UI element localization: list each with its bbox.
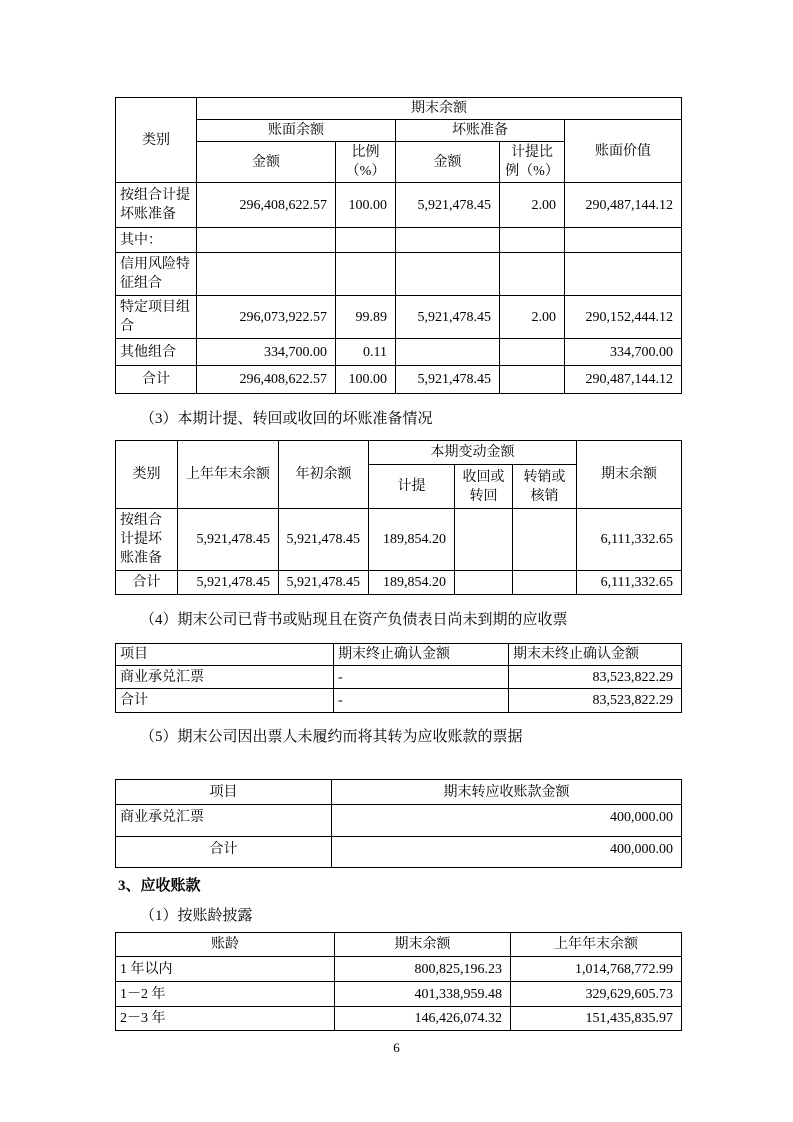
endorsed-notes-table bbox=[115, 643, 682, 713]
cell-provision bbox=[396, 228, 500, 253]
table-row bbox=[116, 296, 682, 339]
col-header-aging: 账龄 bbox=[116, 933, 335, 957]
section-accounts-receivable-heading: 3、应收账款 bbox=[118, 878, 201, 894]
cell-provision-ratio bbox=[500, 366, 565, 394]
table-header-row bbox=[116, 98, 682, 120]
cell-provision bbox=[396, 339, 500, 366]
table-header-row bbox=[116, 120, 682, 142]
cell-recovered bbox=[455, 509, 513, 571]
col-header-prev-year-end: 上年年末余额 bbox=[511, 933, 682, 957]
table-header-row bbox=[116, 644, 682, 666]
cell-ratio bbox=[336, 228, 396, 253]
col-header-ending-balance: 期末余额 bbox=[197, 98, 682, 120]
aging-disclosure-heading: （1）按账龄披露 bbox=[140, 908, 253, 924]
provision-ratio-line-1: 计提比 bbox=[511, 145, 553, 160]
cell-provision bbox=[396, 253, 500, 296]
col-header-prev-year-end: 上年年末余额 bbox=[178, 441, 279, 509]
page-content bbox=[115, 97, 681, 1031]
table-header-row bbox=[116, 933, 682, 957]
receivable-aging-table bbox=[115, 932, 682, 1031]
cell-provision-ratio: 2.00 bbox=[500, 183, 565, 228]
col-header-recovered bbox=[455, 465, 513, 509]
table-total-row bbox=[116, 571, 682, 595]
cell-transfer-amount: 400,000.00 bbox=[332, 837, 682, 868]
cell-ending-balance: 401,338,959.48 bbox=[335, 982, 511, 1007]
cell-recovered bbox=[455, 571, 513, 595]
cell-book-value bbox=[565, 253, 682, 296]
cell-aging: 1－2 年 bbox=[116, 982, 335, 1007]
col-header-current-change: 本期变动金额 bbox=[369, 441, 577, 465]
cell-prev-year-end: 329,629,605.73 bbox=[511, 982, 682, 1007]
cell-ratio: 100.00 bbox=[336, 183, 396, 228]
cell-book-value: 290,152,444.12 bbox=[565, 296, 682, 339]
table-row bbox=[116, 509, 682, 571]
table-row bbox=[116, 253, 682, 296]
cell-transfer-amount: 400,000.00 bbox=[332, 805, 682, 837]
cell-total-label: 合计 bbox=[116, 837, 332, 868]
cell-derecognized: - bbox=[334, 666, 509, 689]
col-header-item: 项目 bbox=[116, 780, 332, 805]
cell-prev-year-end: 1,014,768,772.99 bbox=[511, 957, 682, 982]
table-row bbox=[116, 339, 682, 366]
writeoff-line-1: 转销或 bbox=[523, 469, 566, 485]
cell-prev-year-end: 5,921,478.45 bbox=[178, 571, 279, 595]
cell-ratio: 100.00 bbox=[336, 366, 396, 394]
cell-ending-balance: 6,111,332.65 bbox=[577, 509, 682, 571]
table-header-row bbox=[116, 780, 682, 805]
cell-book-value: 290,487,144.12 bbox=[565, 183, 682, 228]
col-header-amount: 金额 bbox=[197, 142, 336, 183]
cell-amount bbox=[197, 228, 336, 253]
cell-category: 其他组合 bbox=[116, 339, 197, 366]
notes-transferred-table bbox=[115, 779, 682, 868]
cell-not-derecognized: 83,523,822.29 bbox=[509, 689, 682, 713]
col-header-book-value: 账面价值 bbox=[565, 120, 682, 183]
table-header-row bbox=[116, 441, 682, 465]
col-header-derecognized: 期末终止确认金额 bbox=[334, 644, 509, 666]
page-number: 6 bbox=[393, 1040, 400, 1055]
cell-ratio bbox=[336, 253, 396, 296]
cell-prev-year-end: 151,435,835.97 bbox=[511, 1007, 682, 1031]
cell-total-label: 合计 bbox=[116, 571, 178, 595]
ratio-line-2: （%） bbox=[345, 164, 386, 179]
cell-provision: 5,921,478.45 bbox=[396, 296, 500, 339]
col-header-ending-balance: 期末余额 bbox=[335, 933, 511, 957]
cell-item: 商业承兑汇票 bbox=[116, 805, 332, 837]
bad-debt-by-portfolio-table bbox=[115, 97, 682, 394]
col-header-provision-ratio bbox=[500, 142, 565, 183]
cell-category: 其中： bbox=[116, 228, 197, 253]
table-row bbox=[116, 666, 682, 689]
cell-category: 按组合计提坏账准备 bbox=[116, 509, 178, 571]
table-row bbox=[116, 805, 682, 837]
cell-book-value: 334,700.00 bbox=[565, 339, 682, 366]
cell-not-derecognized: 83,523,822.29 bbox=[509, 666, 682, 689]
cell-ending-balance: 6,111,332.65 bbox=[577, 571, 682, 595]
col-header-book-balance: 账面余额 bbox=[197, 120, 396, 142]
table-row bbox=[116, 228, 682, 253]
cell-accrual: 189,854.20 bbox=[369, 571, 455, 595]
cell-amount bbox=[197, 253, 336, 296]
cell-prev-year-end: 5,921,478.45 bbox=[178, 509, 279, 571]
table-row bbox=[116, 957, 682, 982]
cell-accrual: 189,854.20 bbox=[369, 509, 455, 571]
provision-change-table bbox=[115, 440, 682, 595]
cell-category: 按组合计提坏账准备 bbox=[116, 183, 197, 228]
recovered-line-1: 收回或 bbox=[462, 469, 505, 485]
table-total-row bbox=[116, 837, 682, 868]
col-header-writeoff bbox=[513, 465, 577, 509]
col-header-category: 类别 bbox=[116, 441, 178, 509]
col-header-ending-balance: 期末余额 bbox=[577, 441, 682, 509]
cell-ratio: 0.11 bbox=[336, 339, 396, 366]
cell-ending-balance: 800,825,196.23 bbox=[335, 957, 511, 982]
cell-derecognized: - bbox=[334, 689, 509, 713]
cell-year-begin: 5,921,478.45 bbox=[279, 571, 369, 595]
cell-amount: 334,700.00 bbox=[197, 339, 336, 366]
provision-ratio-line-2: 例（%） bbox=[505, 164, 559, 179]
table-row bbox=[116, 183, 682, 228]
cell-amount: 296,073,922.57 bbox=[197, 296, 336, 339]
table-total-row bbox=[116, 689, 682, 713]
writeoff-line-2: 核销 bbox=[530, 488, 559, 504]
cell-ending-balance: 146,426,074.32 bbox=[335, 1007, 511, 1031]
cell-provision-ratio: 2.00 bbox=[500, 296, 565, 339]
col-header-transfer-amount: 期末转应收账款金额 bbox=[332, 780, 682, 805]
ratio-line-1: 比例 bbox=[351, 145, 380, 160]
cell-provision: 5,921,478.45 bbox=[396, 366, 500, 394]
cell-aging: 2－3 年 bbox=[116, 1007, 335, 1031]
col-header-item: 项目 bbox=[116, 644, 334, 666]
col-header-bad-debt-provision: 坏账准备 bbox=[396, 120, 565, 142]
cell-category: 信用风险特征组合 bbox=[116, 253, 197, 296]
cell-total-label: 合计 bbox=[116, 366, 197, 394]
section-3-heading: （3）本期计提、转回或收回的坏账准备情况 bbox=[140, 411, 433, 427]
cell-aging: 1 年以内 bbox=[116, 957, 335, 982]
cell-amount: 296,408,622.57 bbox=[197, 183, 336, 228]
cell-provision-ratio bbox=[500, 253, 565, 296]
col-header-ratio bbox=[336, 142, 396, 183]
table-total-row bbox=[116, 366, 682, 394]
table-row bbox=[116, 982, 682, 1007]
recovered-line-2: 转回 bbox=[469, 488, 498, 504]
cell-writeoff bbox=[513, 509, 577, 571]
col-header-amount: 金额 bbox=[396, 142, 500, 183]
cell-category: 特定项目组合 bbox=[116, 296, 197, 339]
col-header-category: 类别 bbox=[116, 98, 197, 183]
cell-provision-ratio bbox=[500, 339, 565, 366]
table-row bbox=[116, 1007, 682, 1031]
section-4-heading: （4）期末公司已背书或贴现且在资产负债表日尚未到期的应收票 bbox=[140, 612, 568, 628]
col-header-accrual: 计提 bbox=[369, 465, 455, 509]
cell-book-value: 290,487,144.12 bbox=[565, 366, 682, 394]
cell-provision: 5,921,478.45 bbox=[396, 183, 500, 228]
cell-provision-ratio bbox=[500, 228, 565, 253]
cell-year-begin: 5,921,478.45 bbox=[279, 509, 369, 571]
cell-total-label: 合计 bbox=[116, 689, 334, 713]
section-5-heading: （5）期末公司因出票人未履约而将其转为应收账款的票据 bbox=[140, 729, 523, 745]
col-header-year-begin: 年初余额 bbox=[279, 441, 369, 509]
cell-writeoff bbox=[513, 571, 577, 595]
cell-item: 商业承兑汇票 bbox=[116, 666, 334, 689]
cell-book-value bbox=[565, 228, 682, 253]
cell-ratio: 99.89 bbox=[336, 296, 396, 339]
cell-amount: 296,408,622.57 bbox=[197, 366, 336, 394]
col-header-not-derecognized: 期末未终止确认金额 bbox=[509, 644, 682, 666]
